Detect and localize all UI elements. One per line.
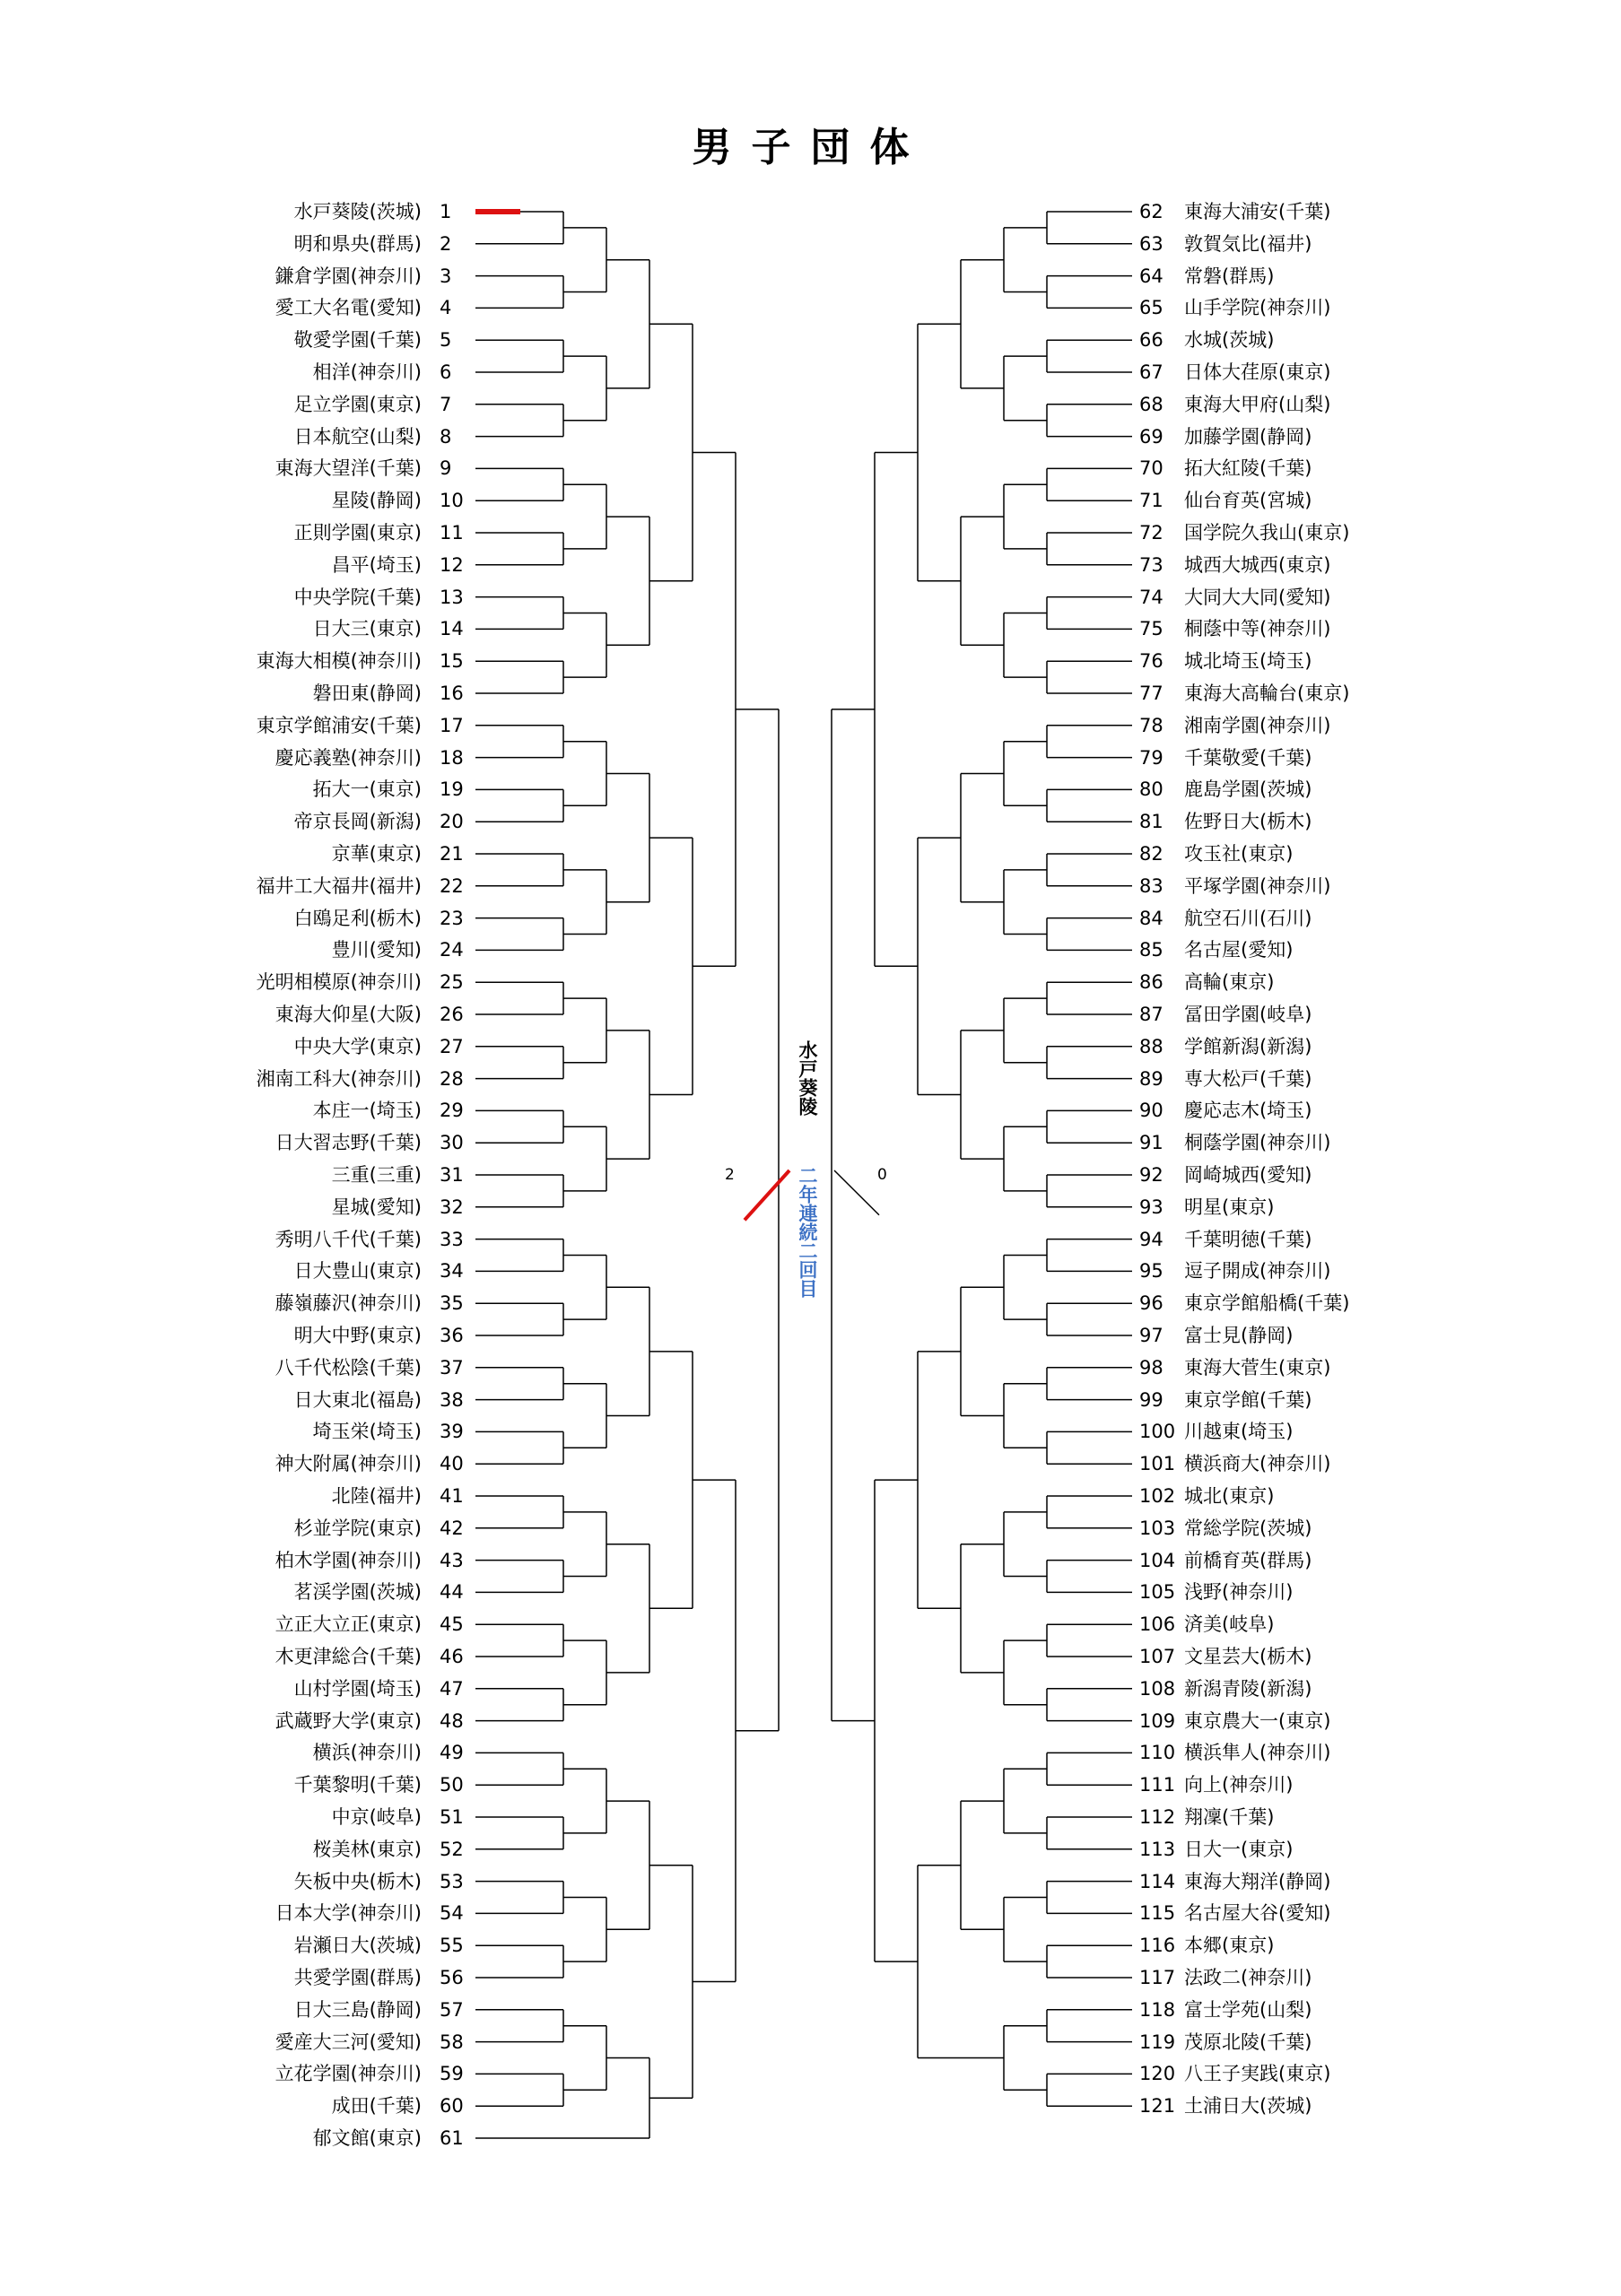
left-team-name: 拓大一(東京) (312, 778, 422, 801)
right-team-number: 91 (1139, 1132, 1163, 1154)
right-team-number: 97 (1139, 1325, 1163, 1346)
page-title: 男子団体 (692, 125, 929, 170)
left-team-name: 中京(岐阜) (331, 1806, 422, 1828)
left-team-number: 52 (440, 1838, 464, 1860)
left-team-name: 星城(愛知) (331, 1196, 422, 1218)
left-team-name: 明大中野(東京) (293, 1325, 422, 1346)
right-team-number: 104 (1139, 1549, 1176, 1571)
left-team-number: 11 (440, 522, 464, 544)
left-team-number: 38 (440, 1388, 464, 1411)
right-team-name: 国学院久我山(東京) (1184, 522, 1350, 544)
left-team-number: 19 (440, 778, 464, 801)
right-team-name: 富士学苑(山梨) (1184, 1998, 1312, 2021)
right-team-name: 慶応志木(埼玉) (1184, 1100, 1312, 1122)
left-team-number: 15 (440, 650, 464, 673)
right-team-number: 75 (1139, 618, 1163, 640)
right-team-name: 常磐(群馬) (1184, 265, 1275, 287)
right-team-number: 85 (1139, 939, 1163, 961)
left-team-number: 13 (440, 586, 464, 608)
left-team-name: 山村学園(埼玉) (293, 1677, 422, 1700)
right-team-name: 土浦日大(茨城) (1184, 2095, 1312, 2118)
right-team-name: 川越東(埼玉) (1184, 1421, 1294, 1443)
right-team-number: 86 (1139, 971, 1163, 994)
right-team-name: 横浜商大(神奈川) (1184, 1453, 1331, 1475)
left-team-number: 34 (440, 1260, 464, 1283)
right-team-name: 千葉敬愛(千葉) (1184, 746, 1312, 769)
right-team-number: 76 (1139, 650, 1163, 673)
left-team-number: 44 (440, 1581, 464, 1604)
right-team-number: 109 (1139, 1709, 1176, 1732)
right-team-number: 100 (1139, 1421, 1176, 1443)
right-team-number: 111 (1139, 1774, 1176, 1796)
left-team-number: 22 (440, 874, 464, 897)
left-team-number: 8 (440, 425, 452, 448)
left-team-number: 49 (440, 1742, 464, 1764)
right-team-number: 73 (1139, 553, 1163, 576)
right-team-number: 96 (1139, 1292, 1163, 1315)
left-team-name: 日本航空(山梨) (293, 425, 422, 448)
left-team-number: 43 (440, 1549, 464, 1571)
right-team-name: 茂原北陵(千葉) (1184, 2031, 1312, 2053)
right-team-name: 済美(岐阜) (1184, 1613, 1275, 1636)
right-team-name: 桐蔭学園(神奈川) (1184, 1132, 1331, 1154)
left-team-name: 秀明八千代(千葉) (275, 1228, 422, 1250)
left-team-number: 18 (440, 746, 464, 769)
right-team-number: 108 (1139, 1677, 1176, 1700)
right-team-number: 107 (1139, 1646, 1176, 1667)
left-team-number: 1 (440, 201, 452, 222)
right-team-number: 77 (1139, 683, 1163, 704)
left-team-number: 6 (440, 361, 452, 383)
champion-name: 水戸葵陵 (797, 1040, 818, 1116)
left-team-name: 湘南工科大(神奈川) (256, 1067, 422, 1090)
left-team-name: 千葉黎明(千葉) (293, 1774, 422, 1796)
left-team-name: 中央学院(千葉) (293, 586, 422, 608)
left-team-number: 61 (440, 2127, 464, 2149)
right-team-name: 東京農大一(東京) (1184, 1709, 1331, 1732)
right-team-name: 日大一(東京) (1184, 1838, 1294, 1860)
left-team-number: 20 (440, 811, 464, 833)
left-team-number: 10 (440, 490, 464, 512)
left-team-number: 25 (440, 971, 464, 994)
left-team-number: 32 (440, 1196, 464, 1218)
right-team-name: 冨田学園(岐阜) (1184, 1004, 1312, 1025)
left-team-name: 三重(三重) (331, 1164, 422, 1186)
left-team-name: 木更津総合(千葉) (275, 1646, 422, 1667)
right-team-name: 前橋育英(群馬) (1184, 1549, 1312, 1571)
right-team-number: 121 (1139, 2095, 1176, 2118)
left-team-number: 48 (440, 1709, 464, 1732)
left-team-name: 東海大仰星(大阪) (275, 1004, 422, 1025)
right-team-number: 99 (1139, 1388, 1163, 1411)
left-team-name: 豊川(愛知) (331, 939, 422, 961)
right-team-name: 鹿島学園(茨城) (1184, 778, 1312, 801)
right-team-name: 城北(東京) (1184, 1485, 1275, 1507)
left-team-number: 31 (440, 1164, 464, 1186)
left-team-number: 46 (440, 1646, 464, 1667)
right-team-name: 岡崎城西(愛知) (1184, 1164, 1312, 1186)
right-team-name: 本郷(東京) (1184, 1935, 1275, 1957)
left-team-number: 29 (440, 1100, 464, 1122)
right-team-name: 高輪(東京) (1184, 971, 1275, 994)
left-team-name: 立花学園(神奈川) (275, 2063, 422, 2085)
right-team-number: 72 (1139, 522, 1163, 544)
right-team-name: 常総学院(茨城) (1184, 1517, 1312, 1539)
left-team-number: 57 (440, 1998, 464, 2021)
right-team-name: 拓大紅陵(千葉) (1184, 457, 1312, 480)
right-team-name: 東海大翔洋(静岡) (1184, 1870, 1331, 1892)
right-team-number: 68 (1139, 393, 1163, 415)
right-team-name: 法政二(神奈川) (1184, 1967, 1312, 1988)
left-team-number: 9 (440, 457, 452, 480)
final-left-score: 2 (725, 1166, 735, 1184)
final-right-score: 0 (877, 1166, 887, 1184)
left-team-number: 58 (440, 2031, 464, 2053)
left-team-name: 桜美林(東京) (312, 1838, 422, 1860)
right-team-number: 87 (1139, 1004, 1163, 1025)
right-team-number: 67 (1139, 361, 1163, 383)
left-team-name: 水戸葵陵(茨城) (293, 201, 422, 222)
right-team-number: 119 (1139, 2031, 1176, 2053)
left-team-name: 慶応義塾(神奈川) (275, 746, 422, 769)
left-team-name: 本庄一(埼玉) (312, 1100, 422, 1122)
left-team-number: 50 (440, 1774, 464, 1796)
left-team-name: 京華(東京) (331, 843, 422, 865)
left-team-name: 茗渓学園(茨城) (293, 1581, 422, 1604)
right-team-name: 千葉明徳(千葉) (1184, 1228, 1312, 1250)
left-team-name: 日大三島(静岡) (293, 1998, 422, 2021)
left-team-name: 東京学館浦安(千葉) (256, 714, 422, 736)
left-team-number: 7 (440, 393, 452, 415)
left-team-number: 56 (440, 1967, 464, 1988)
right-team-number: 115 (1139, 1902, 1176, 1925)
left-team-number: 3 (440, 265, 452, 287)
right-team-number: 79 (1139, 746, 1163, 769)
right-team-name: 新潟青陵(新潟) (1184, 1677, 1312, 1700)
champion-note: 二年連続二回目 (797, 1166, 818, 1298)
right-team-name: 名古屋(愛知) (1184, 939, 1294, 961)
left-team-name: 日本大学(神奈川) (275, 1902, 422, 1925)
left-team-number: 54 (440, 1902, 464, 1925)
right-team-number: 80 (1139, 778, 1163, 801)
left-team-name: 日大三(東京) (312, 618, 422, 640)
left-team-name: 立正大立正(東京) (275, 1613, 422, 1636)
right-team-number: 89 (1139, 1067, 1163, 1090)
left-team-name: 敬愛学園(千葉) (293, 329, 422, 352)
final-left-line (745, 1170, 789, 1220)
left-team-name: 白鴎足利(栃木) (293, 907, 422, 929)
final-right-line (834, 1170, 879, 1215)
right-team-number: 88 (1139, 1035, 1163, 1057)
right-team-name: 東京学館(千葉) (1184, 1388, 1312, 1411)
right-team-name: 学館新潟(新潟) (1184, 1035, 1312, 1057)
left-team-number: 37 (440, 1356, 464, 1378)
right-team-number: 106 (1139, 1613, 1176, 1636)
right-team-name: 仙台育英(宮城) (1184, 490, 1312, 512)
right-team-name: 浅野(神奈川) (1184, 1581, 1294, 1604)
left-team-number: 27 (440, 1035, 464, 1057)
left-team-name: 愛工大名電(愛知) (275, 297, 422, 319)
right-team-number: 81 (1139, 811, 1163, 833)
right-team-name: 東京学館船橋(千葉) (1184, 1292, 1350, 1315)
left-team-number: 24 (440, 939, 464, 961)
right-team-name: 向上(神奈川) (1184, 1774, 1294, 1796)
right-team-number: 101 (1139, 1453, 1176, 1475)
left-team-name: 埼玉栄(埼玉) (312, 1421, 422, 1443)
left-team-name: 八千代松陰(千葉) (275, 1356, 422, 1378)
left-team-number: 2 (440, 232, 452, 255)
left-team-number: 26 (440, 1004, 464, 1025)
left-team-name: 昌平(埼玉) (331, 553, 422, 576)
left-team-number: 12 (440, 553, 464, 576)
right-team-name: 八王子実践(東京) (1184, 2063, 1331, 2085)
left-team-number: 60 (440, 2095, 464, 2118)
right-team-number: 113 (1139, 1838, 1176, 1860)
left-team-name: 東海大望洋(千葉) (275, 457, 422, 480)
right-team-name: 加藤学園(静岡) (1184, 425, 1312, 448)
left-team-name: 星陵(静岡) (331, 490, 422, 512)
right-team-number: 83 (1139, 874, 1163, 897)
right-team-name: 山手学院(神奈川) (1184, 297, 1331, 319)
right-team-number: 92 (1139, 1164, 1163, 1186)
left-team-number: 35 (440, 1292, 464, 1315)
right-team-name: 名古屋大谷(愛知) (1184, 1902, 1331, 1925)
right-team-name: 航空石川(石川) (1184, 907, 1312, 929)
left-team-name: 共愛学園(群馬) (293, 1967, 422, 1988)
right-team-number: 103 (1139, 1517, 1176, 1539)
right-team-name: 日体大荏原(東京) (1184, 361, 1331, 383)
right-team-name: 水城(茨城) (1184, 329, 1275, 352)
left-team-name: 相洋(神奈川) (312, 361, 422, 383)
left-team-number: 40 (440, 1453, 464, 1475)
left-team-name: 足立学園(東京) (293, 393, 422, 415)
left-team-name: 愛産大三河(愛知) (275, 2031, 422, 2053)
left-team-name: 日大東北(福島) (293, 1388, 422, 1411)
left-team-name: 明和県央(群馬) (293, 232, 422, 255)
left-team-number: 21 (440, 843, 464, 865)
right-team-number: 95 (1139, 1260, 1163, 1283)
right-team-number: 78 (1139, 714, 1163, 736)
left-team-number: 28 (440, 1067, 464, 1090)
left-team-number: 5 (440, 329, 452, 352)
right-team-number: 74 (1139, 586, 1163, 608)
left-team-number: 53 (440, 1870, 464, 1892)
left-team-name: 横浜(神奈川) (312, 1742, 422, 1764)
left-team-name: 日大豊山(東京) (293, 1260, 422, 1283)
right-team-name: 湘南学園(神奈川) (1184, 714, 1331, 736)
left-team-number: 30 (440, 1132, 464, 1154)
left-team-name: 成田(千葉) (331, 2095, 422, 2118)
right-team-name: 東海大甲府(山梨) (1184, 393, 1331, 415)
right-team-number: 94 (1139, 1228, 1163, 1250)
right-team-name: 佐野日大(栃木) (1184, 811, 1312, 833)
left-team-name: 神大附属(神奈川) (275, 1453, 422, 1475)
right-team-number: 93 (1139, 1196, 1163, 1218)
right-team-name: 翔凜(千葉) (1184, 1806, 1275, 1828)
left-team-number: 47 (440, 1677, 464, 1700)
left-team-name: 中央大学(東京) (293, 1035, 422, 1057)
left-team-name: 鎌倉学園(神奈川) (275, 265, 422, 287)
left-team-number: 14 (440, 618, 464, 640)
left-team-name: 郁文館(東京) (312, 2127, 422, 2149)
right-team-name: 東海大浦安(千葉) (1184, 201, 1331, 222)
right-team-name: 横浜隼人(神奈川) (1184, 1742, 1331, 1764)
left-team-number: 45 (440, 1613, 464, 1636)
left-team-number: 16 (440, 683, 464, 704)
right-team-name: 攻玉社(東京) (1184, 843, 1294, 865)
right-team-number: 90 (1139, 1100, 1163, 1122)
right-team-number: 84 (1139, 907, 1163, 929)
right-team-number: 64 (1139, 265, 1163, 287)
left-team-number: 39 (440, 1421, 464, 1443)
left-team-name: 北陸(福井) (331, 1485, 422, 1507)
left-team-name: 藤嶺藤沢(神奈川) (275, 1292, 422, 1315)
left-team-name: 柏木学園(神奈川) (275, 1549, 422, 1571)
left-team-name: 光明相模原(神奈川) (256, 971, 422, 994)
left-team-number: 59 (440, 2063, 464, 2085)
right-team-name: 東海大高輪台(東京) (1184, 683, 1350, 704)
right-team-name: 東海大菅生(東京) (1184, 1356, 1331, 1378)
right-team-number: 63 (1139, 232, 1163, 255)
right-team-name: 城北埼玉(埼玉) (1184, 650, 1312, 673)
right-team-name: 逗子開成(神奈川) (1184, 1260, 1331, 1283)
right-team-number: 66 (1139, 329, 1163, 352)
left-team-number: 4 (440, 297, 452, 319)
right-team-number: 65 (1139, 297, 1163, 319)
left-team-number: 41 (440, 1485, 464, 1507)
right-team-name: 桐蔭中等(神奈川) (1184, 618, 1331, 640)
right-team-name: 城西大城西(東京) (1184, 553, 1331, 576)
right-team-name: 平塚学園(神奈川) (1184, 874, 1331, 897)
right-team-name: 明星(東京) (1184, 1196, 1275, 1218)
right-team-number: 112 (1139, 1806, 1176, 1828)
left-team-number: 36 (440, 1325, 464, 1346)
right-team-name: 富士見(静岡) (1184, 1325, 1294, 1346)
left-team-name: 岩瀬日大(茨城) (293, 1935, 422, 1957)
right-team-number: 116 (1139, 1935, 1176, 1957)
left-team-name: 武蔵野大学(東京) (275, 1709, 422, 1732)
right-team-number: 62 (1139, 201, 1163, 222)
right-team-number: 69 (1139, 425, 1163, 448)
left-team-number: 42 (440, 1517, 464, 1539)
left-team-number: 55 (440, 1935, 464, 1957)
left-team-number: 17 (440, 714, 464, 736)
left-team-name: 杉並学院(東京) (293, 1517, 422, 1539)
left-team-name: 矢板中央(栃木) (293, 1870, 422, 1892)
right-team-name: 文星芸大(栃木) (1184, 1646, 1312, 1667)
left-team-name: 帝京長岡(新潟) (293, 811, 422, 833)
right-team-number: 120 (1139, 2063, 1176, 2085)
right-team-name: 専大松戸(千葉) (1184, 1067, 1312, 1090)
right-team-name: 大同大大同(愛知) (1184, 586, 1331, 608)
left-team-number: 51 (440, 1806, 464, 1828)
right-team-number: 102 (1139, 1485, 1176, 1507)
left-team-name: 磐田東(静岡) (312, 683, 422, 704)
right-team-number: 71 (1139, 490, 1163, 512)
left-team-name: 日大習志野(千葉) (275, 1132, 422, 1154)
left-team-name: 東海大相模(神奈川) (256, 650, 422, 673)
right-team-number: 70 (1139, 457, 1163, 480)
left-team-number: 33 (440, 1228, 464, 1250)
right-team-name: 敦賀気比(福井) (1184, 232, 1312, 255)
right-team-number: 114 (1139, 1870, 1176, 1892)
right-team-number: 110 (1139, 1742, 1176, 1764)
right-team-number: 82 (1139, 843, 1163, 865)
right-team-number: 105 (1139, 1581, 1176, 1604)
right-team-number: 118 (1139, 1998, 1176, 2021)
left-team-name: 福井工大福井(福井) (256, 874, 422, 897)
left-team-number: 23 (440, 907, 464, 929)
right-team-number: 117 (1139, 1967, 1176, 1988)
left-team-name: 正則学園(東京) (293, 522, 422, 544)
right-team-number: 98 (1139, 1356, 1163, 1378)
